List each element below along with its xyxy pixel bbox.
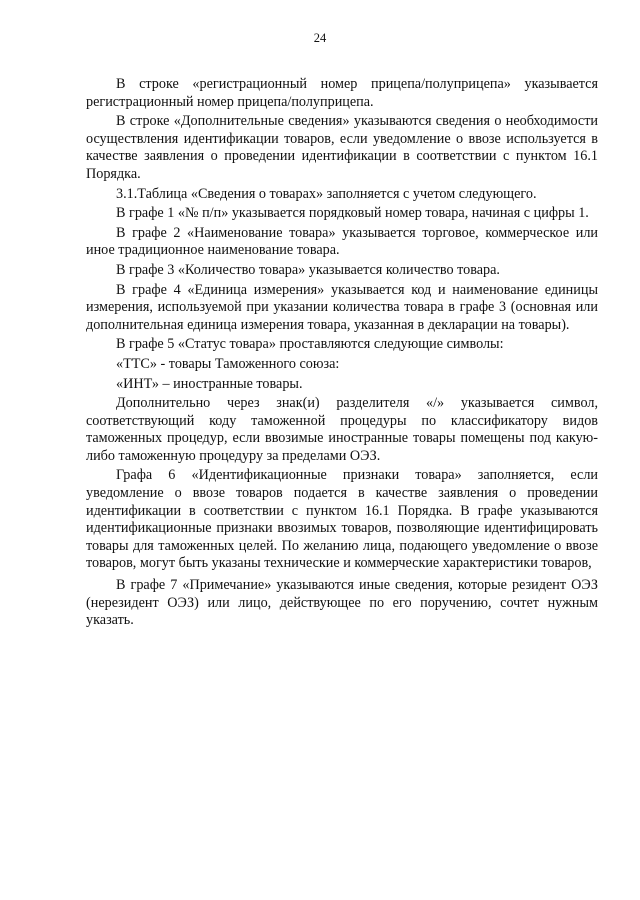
paragraph-goods-table: 3.1.Таблица «Сведения о товарах» заполняется с учетом следующего. (116, 185, 537, 202)
paragraph-status-int: «ИНТ» – иностранные товары. (116, 375, 303, 392)
page-number: 24 (313, 31, 327, 45)
paragraph-column-5: В графе 5 «Статус товара» проставляются следующие символы: (116, 336, 504, 353)
paragraph-column-1: В графе 1 «№ п/п» указывается порядковый номер товара, начиная с цифры 1. (116, 205, 589, 222)
paragraph-additional-info: В строке «Дополнительные сведения» указываются сведения о необходимости осуществления идентификации товаров, если уведомление о ввозе используется в качестве заявления о проведении идентификации в соответствии с пунктом 16.1 Порядка. (86, 113, 598, 182)
paragraph-column-6: Графа 6 «Идентификационные признаки товара» заполняется, если уведомление о ввозе товаров подается в качестве заявления о проведении идентификации в соответствии с пунктом 16.1 Порядка. В графе указываются идентификационные признаки ввозимых товаров, позволяющие идентифицировать товары для таможенных целей. По желанию лица, подающего уведомление о ввозе товаров, могут быть указаны технические и коммерческие характеристики товаров, (86, 467, 598, 572)
paragraph-column-3: В графе 3 «Количество товара» указывается количество товара. (116, 261, 500, 278)
paragraph-column-4: В графе 4 «Единица измерения» указывается код и наименование единицы измерения, используемой при указании количества товара в графе 3 (основная или дополнительная единица измерения товара, указанная в декларации на товары). (86, 281, 598, 333)
paragraph-status-tts: «ТТС» - товары Таможенного союза: (116, 355, 340, 372)
paragraph-column-7: В графе 7 «Примечание» указываются иные сведения, которые резидент ОЭЗ (нерезидент ОЭЗ) или лицо, действующее по его поручению, сочтет нужным указать. (86, 577, 598, 629)
paragraph-column-2: В графе 2 «Наименование товара» указывается торговое, коммерческое или иное традиционное наименование товара. (86, 224, 598, 259)
document-body (86, 76, 598, 632)
paragraph-customs-procedure: Дополнительно через знак(и) разделителя «/» указывается символ, соответствующий коду таможенной процедуры по классификатору видов таможенных процедур, если ввозимые иностранные товары помещены под какую-либо таможенную процедуру за пределами ОЭЗ. (86, 395, 598, 464)
paragraph-trailer-registration: В строке «регистрационный номер прицепа/полуприцепа» указывается регистрационный номер прицепа/полуприцепа. (86, 76, 598, 110)
